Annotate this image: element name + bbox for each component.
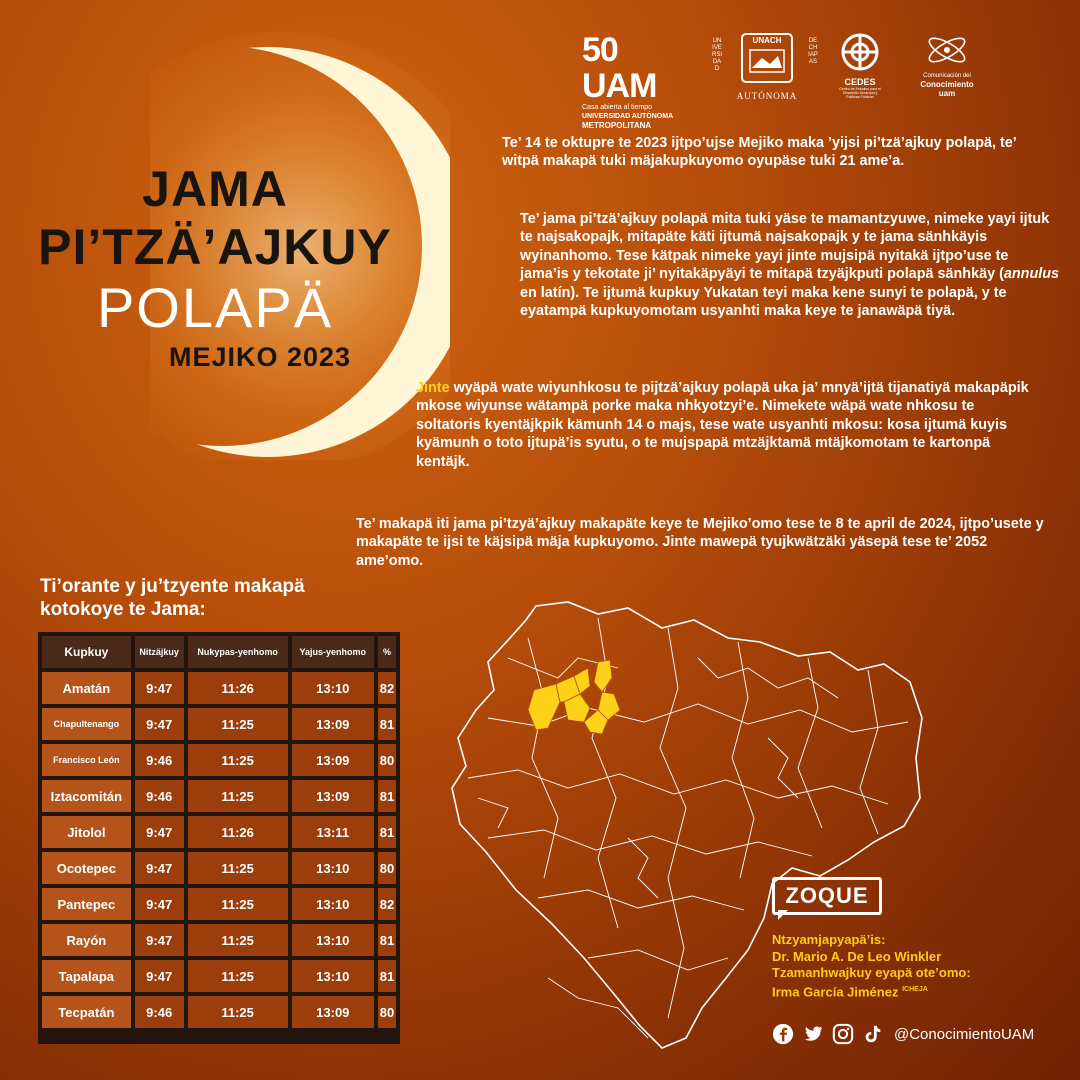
- table-row: [42, 816, 396, 848]
- unach-logo-right: DE CHIAPAS: [808, 38, 818, 65]
- unach-logo-bottom: AUTÓNOMA: [736, 91, 798, 101]
- municipality-cell: Jitolol: [42, 816, 131, 848]
- table-cell: 11:25: [188, 852, 288, 884]
- table-cell: 81: [378, 780, 396, 812]
- tiktok-icon[interactable]: [862, 1023, 884, 1045]
- table-cell: 81: [378, 924, 396, 956]
- municipality-cell: Chapultenango: [42, 708, 131, 740]
- cedes-emblem-icon: [837, 32, 883, 72]
- table-cell: 9:47: [135, 708, 184, 740]
- eclipse-times-table: [38, 632, 400, 1044]
- table-cell: 13:09: [292, 744, 374, 776]
- table-row: [42, 780, 396, 812]
- cc-logo-line2: Conocimiento: [920, 80, 974, 89]
- paragraph-2-part-b: en latín). Te ijtumä kupkuy Yukatan teyi maka kene sunyi te polapä, y te eyatampä kupkuyomotam usyanhti maka keye te janawäpä tiyä.: [520, 284, 1007, 320]
- municipality-cell: Pantepec: [42, 888, 131, 920]
- table-row: [42, 888, 396, 920]
- table-cell: 13:09: [292, 996, 374, 1028]
- municipality-cell: Francisco León: [42, 744, 131, 776]
- table-header-row: [42, 636, 396, 668]
- municipality-cell: Tecpatán: [42, 996, 131, 1028]
- table-cell: 13:10: [292, 888, 374, 920]
- table-cell: 11:26: [188, 816, 288, 848]
- table-cell: 13:09: [292, 780, 374, 812]
- title-line-4: MEJIKO 2023: [168, 342, 352, 372]
- table-cell: 80: [378, 744, 396, 776]
- cc-logo-line3: uam: [938, 89, 956, 98]
- facebook-icon[interactable]: [772, 1023, 794, 1045]
- table-cell: 13:10: [292, 672, 374, 704]
- instagram-icon[interactable]: [832, 1023, 854, 1045]
- table-header-cell: Yajus-yenhomo: [292, 636, 374, 668]
- cedes-logo-mark: CEDES: [844, 77, 876, 87]
- table-cell: 11:25: [188, 708, 288, 740]
- cedes-logo: [836, 32, 884, 99]
- table-cell: 9:46: [135, 780, 184, 812]
- table-cell: 9:46: [135, 744, 184, 776]
- uam-logo-tagline: Casa abierta al tiempo: [582, 104, 653, 111]
- credits-line-4: [772, 982, 1072, 1001]
- table-cell: 9:47: [135, 816, 184, 848]
- table-row: [42, 960, 396, 992]
- conocimiento-uam-logo: [914, 32, 980, 98]
- social-bar: [772, 1020, 1034, 1048]
- table-cell: 11:25: [188, 996, 288, 1028]
- uam-logo-name-2: METROPOLITANA: [582, 121, 652, 130]
- cedes-logo-sub: Centro de Estudios para el Desarrollo Municipal y Políticas Públicas: [839, 87, 881, 99]
- municipality-cell: Rayón: [42, 924, 131, 956]
- table-header-cell: %: [378, 636, 396, 668]
- title-line-3: POLAPÄ: [96, 276, 334, 339]
- uam-logo: [582, 32, 700, 130]
- table-title: Ti’orante y ju’tzyente makapä kotokoye te Jama:: [40, 576, 305, 620]
- table-cell: 11:25: [188, 888, 288, 920]
- speech-bubble-tail-icon: [778, 910, 788, 920]
- credits-line-2: Dr. Mario A. De Leo Winkler: [772, 948, 942, 964]
- table-cell: 80: [378, 996, 396, 1028]
- table-row: [42, 996, 396, 1028]
- table-row: [42, 744, 396, 776]
- municipality-cell: Amatán: [42, 672, 131, 704]
- credits-affiliation: ICHEJA: [902, 985, 928, 993]
- table-cell: 11:25: [188, 960, 288, 992]
- language-label: ZOQUE: [772, 877, 882, 915]
- table-row: [42, 708, 396, 740]
- main-title: [30, 160, 400, 374]
- table-header-cell: Nitzäjkuy: [135, 636, 184, 668]
- table-cell: 11:26: [188, 672, 288, 704]
- paragraph-2: [520, 210, 1060, 320]
- table-cell: 11:25: [188, 924, 288, 956]
- credits-line-1: Ntzyamjapyapä’is:: [772, 932, 886, 947]
- unach-logo: [712, 32, 822, 101]
- paragraph-3-highlight: Jinte: [416, 380, 450, 396]
- table-cell: 13:10: [292, 924, 374, 956]
- paragraph-4: Te’ makapä iti jama pi’tzyä’ajkuy makapäte keye te Mejiko’omo tese te 8 te april de 2024, ijtpo’usete y makapäte te ijsi te käjsipä mäja kupkuyomo. Jinte mawepä tyujkwätzäki yäsepä tese te’ 2052 ame’omo.: [356, 516, 1044, 569]
- table-row: [42, 852, 396, 884]
- table-cell: 11:25: [188, 780, 288, 812]
- table-cell: 9:47: [135, 960, 184, 992]
- table-cell: 81: [378, 960, 396, 992]
- table-cell: 81: [378, 708, 396, 740]
- paragraph-2-italic: annulus: [1003, 266, 1060, 283]
- cc-logo-line1: Comunicación del: [923, 73, 971, 79]
- table-cell: 82: [378, 888, 396, 920]
- paragraph-2-part-a: Te’ jama pi’tzä’ajkuy polapä mita tuki yäse te mamantzyuwe, nimeke yayi ijtuk te najsakopajk, mitapäte käti ijtumä najsakopajk y te jama sänhkäyis wyinanhomo. Tese kätpak nimeke yayi jinte mujsipä nyitakä ijtpo’use te jama’is y tekotate ji’ nyitakäpyäyi te mitapä tzyäjkputi polapä sänhkäy (: [520, 211, 1050, 283]
- table-cell: 82: [378, 672, 396, 704]
- atom-icon: [924, 32, 970, 68]
- municipality-cell: Tapalapa: [42, 960, 131, 992]
- table-cell: 13:10: [292, 960, 374, 992]
- table-cell: 80: [378, 852, 396, 884]
- table-row: [42, 672, 396, 704]
- table-body: [42, 672, 396, 1028]
- municipality-cell: Ocotepec: [42, 852, 131, 884]
- table-cell: 9:47: [135, 672, 184, 704]
- paragraph-3-text: wyäpä wate wiyunhkosu te pijtzä’ajkuy polapä uka ja’ mnyä’ijtä tijanatiyä makapäpik mkose wiyunse wätampä porke maka nhkyotzyi’e. Nimekete wäpä wate nhkosu te soltatoris kyentäjkpik kämunh 14 o majs, tese wate usyanhti mkosu: kosa ijtumä kuyis kyämunh o toto ijtupä’is syutu, o te mujspapä mtzäjktamä mtäjkomotam te kartonpä kentäjk.: [416, 380, 1029, 470]
- unach-logo-left: UNIVERSIDAD: [712, 38, 723, 72]
- table-row: [42, 924, 396, 956]
- table-cell: 81: [378, 816, 396, 848]
- paragraph-1: Te’ 14 te oktupre te 2023 ijtpo’ujse Mejiko maka ’yijsi pi’tzä’ajkuy polapä, te’ witpä makapä tuki mäjakupkuyomo oyupäse tuki 21 ame’a.: [502, 135, 1016, 170]
- social-handle[interactable]: @ConocimientoUAM: [894, 1025, 1035, 1043]
- title-line-1: JAMA: [142, 161, 288, 217]
- table-cell: 11:25: [188, 744, 288, 776]
- title-line-2: PI’TZÄ’AJKUY: [38, 219, 392, 275]
- table-cell: 9:47: [135, 888, 184, 920]
- credits: [772, 932, 1072, 1000]
- unach-logo-mark: UNACH: [752, 36, 782, 45]
- credits-line-3: Tzamanhwajkuy eyapä ote’omo:: [772, 965, 971, 980]
- table-header-cell: Nukypas-yenhomo: [188, 636, 288, 668]
- table-cell: 13:11: [292, 816, 374, 848]
- uam-logo-name-1: UNIVERSIDAD AUTÓNOMA: [582, 113, 674, 120]
- credits-name: Irma García Jiménez: [772, 983, 899, 999]
- paragraph-3: [416, 379, 1042, 471]
- uam-logo-mark: 50 UAM: [582, 31, 657, 105]
- table-cell: 9:46: [135, 996, 184, 1028]
- municipality-cell: Iztacomitán: [42, 780, 131, 812]
- table-cell: 9:47: [135, 852, 184, 884]
- table-cell: 13:09: [292, 708, 374, 740]
- table-cell: 9:47: [135, 924, 184, 956]
- table-cell: 13:10: [292, 852, 374, 884]
- table-header-cell: Kupkuy: [42, 636, 131, 668]
- twitter-icon[interactable]: [802, 1023, 824, 1045]
